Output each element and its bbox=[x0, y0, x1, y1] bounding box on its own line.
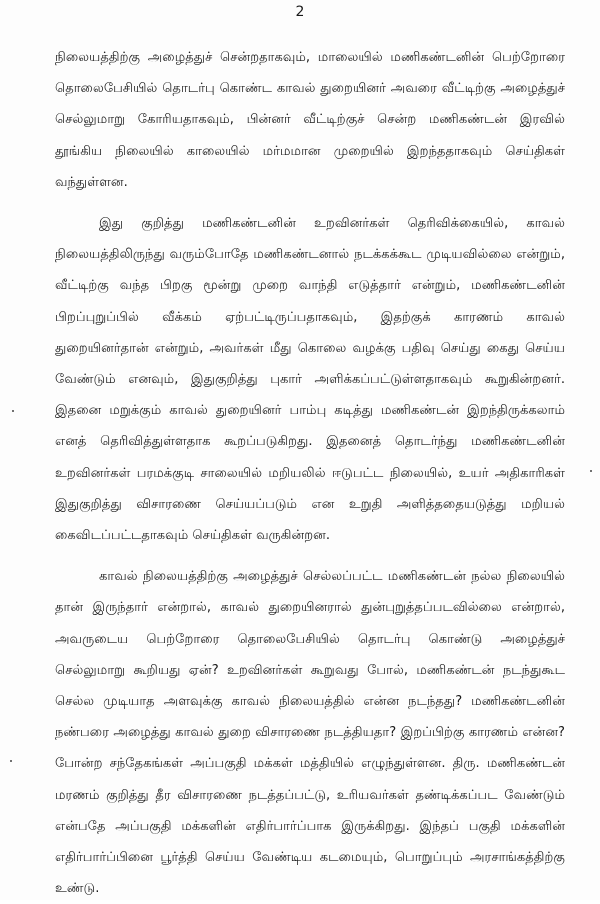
paragraph: நிலையத்திற்கு அழைத்துச் சென்றதாகவும், மாலையில் மணிகண்டனின் பெற்றோரை தொலைபேசியில் தொடர்பு கொண்ட காவல் துறையினர் அவரை வீட்டிற்கு அழைத்துச் செல்லுமாறு கோரியதாகவும், பின்னர் வீட்டிற்குச் சென்ற மணிகண்டன் இரவில் தூங்கிய நிலையில் காலையில் மர்மமான முறையில் இறந்ததாகவும் செய்திகள் வந்துள்ளன. bbox=[55, 50, 565, 190]
paragraph: இது குறித்து மணிகண்டனின் உறவினர்கள் தெரிவிக்கையில், காவல் நிலையத்திலிருந்து வரும்போதே மணிகண்டனால் நடக்கக்கூட முடியவில்லை என்றும், வீட்டிற்கு வந்த பிறகு மூன்று முறை வாந்தி எடுத்தார் என்றும், மணிகண்டனின் பிறப்புறுப்பில் வீக்கம் ஏற்பட்டிருப்பதாகவும், இதற்குக் காரணம் காவல் துறையினர்தான் என்றும், அவர்கள் மீது கொலை வழக்கு பதிவு செய்து கைது செய்ய வேண்டும் எனவும், இதுகுறித்து புகார் அளிக்கப்பட்டுள்ளதாகவும் கூறுகின்றனர். இதனை மறுக்கும் காவல் துறையினர் பாம்பு கடித்து மணிகண்டன் இறந்திருக்கலாம் எனத் தெரிவித்துள்ளதாக கூறப்படுகிறது. இதனைத் தொடர்ந்து மணிகண்டனின் உறவினர்கள் பரமக்குடி சாலையில் மறியலில் ஈடுபட்ட நிலையில், உயர் அதிகாரிகள் இதுகுறித்து விசாரணை செய்யப்படும் என உறுதி அளித்ததையடுத்து மறியல் கைவிடப்பட்டதாகவும் செய்திகள் வருகின்றன. bbox=[55, 216, 565, 544]
page-number: 2 bbox=[295, 4, 305, 20]
scan-speck bbox=[10, 760, 12, 762]
document-body bbox=[55, 42, 565, 904]
paragraph: காவல் நிலையத்திற்கு அழைத்துச் செல்லப்பட்ட மணிகண்டன் நல்ல நிலையில் தான் இருந்தார் என்றால், காவல் துறையினரால் துன்புறுத்தப்படவில்லை என்றால், அவருடைய பெற்றோரை தொலைபேசியில் தொடர்பு கொண்டு அழைத்துச் செல்லுமாறு கூறியது ஏன்? உறவினர்கள் கூறுவது போல், மணிகண்டன் நடந்துகூட செல்ல முடியாத அளவுக்கு காவல் நிலையத்தில் என்ன நடந்தது? மணிகண்டனின் நண்பரை அழைத்து காவல் துறை விசாரணை நடத்தியதா? இறப்பிற்கு காரணம் என்ன? போன்ற சந்தேகங்கள் அப்பகுதி மக்கள் மத்தியில் எழுந்துள்ளன. திரு. மணிகண்டன் மரணம் குறித்து தீர விசாரணை நடத்தப்பட்டு, உரியவர்கள் தண்டிக்கப்பட வேண்டும் என்பதே அப்பகுதி மக்களின் எதிர்பார்ப்பாக இருக்கிறது. இந்தப் பகுதி மக்களின் எதிர்பார்ப்பினை பூர்த்தி செய்ய வேண்டிய கடமையும், பொறுப்பும் அரசாங்கத்திற்கு உண்டு. bbox=[55, 569, 565, 897]
scan-speck bbox=[590, 470, 592, 472]
scan-speck bbox=[12, 410, 14, 412]
